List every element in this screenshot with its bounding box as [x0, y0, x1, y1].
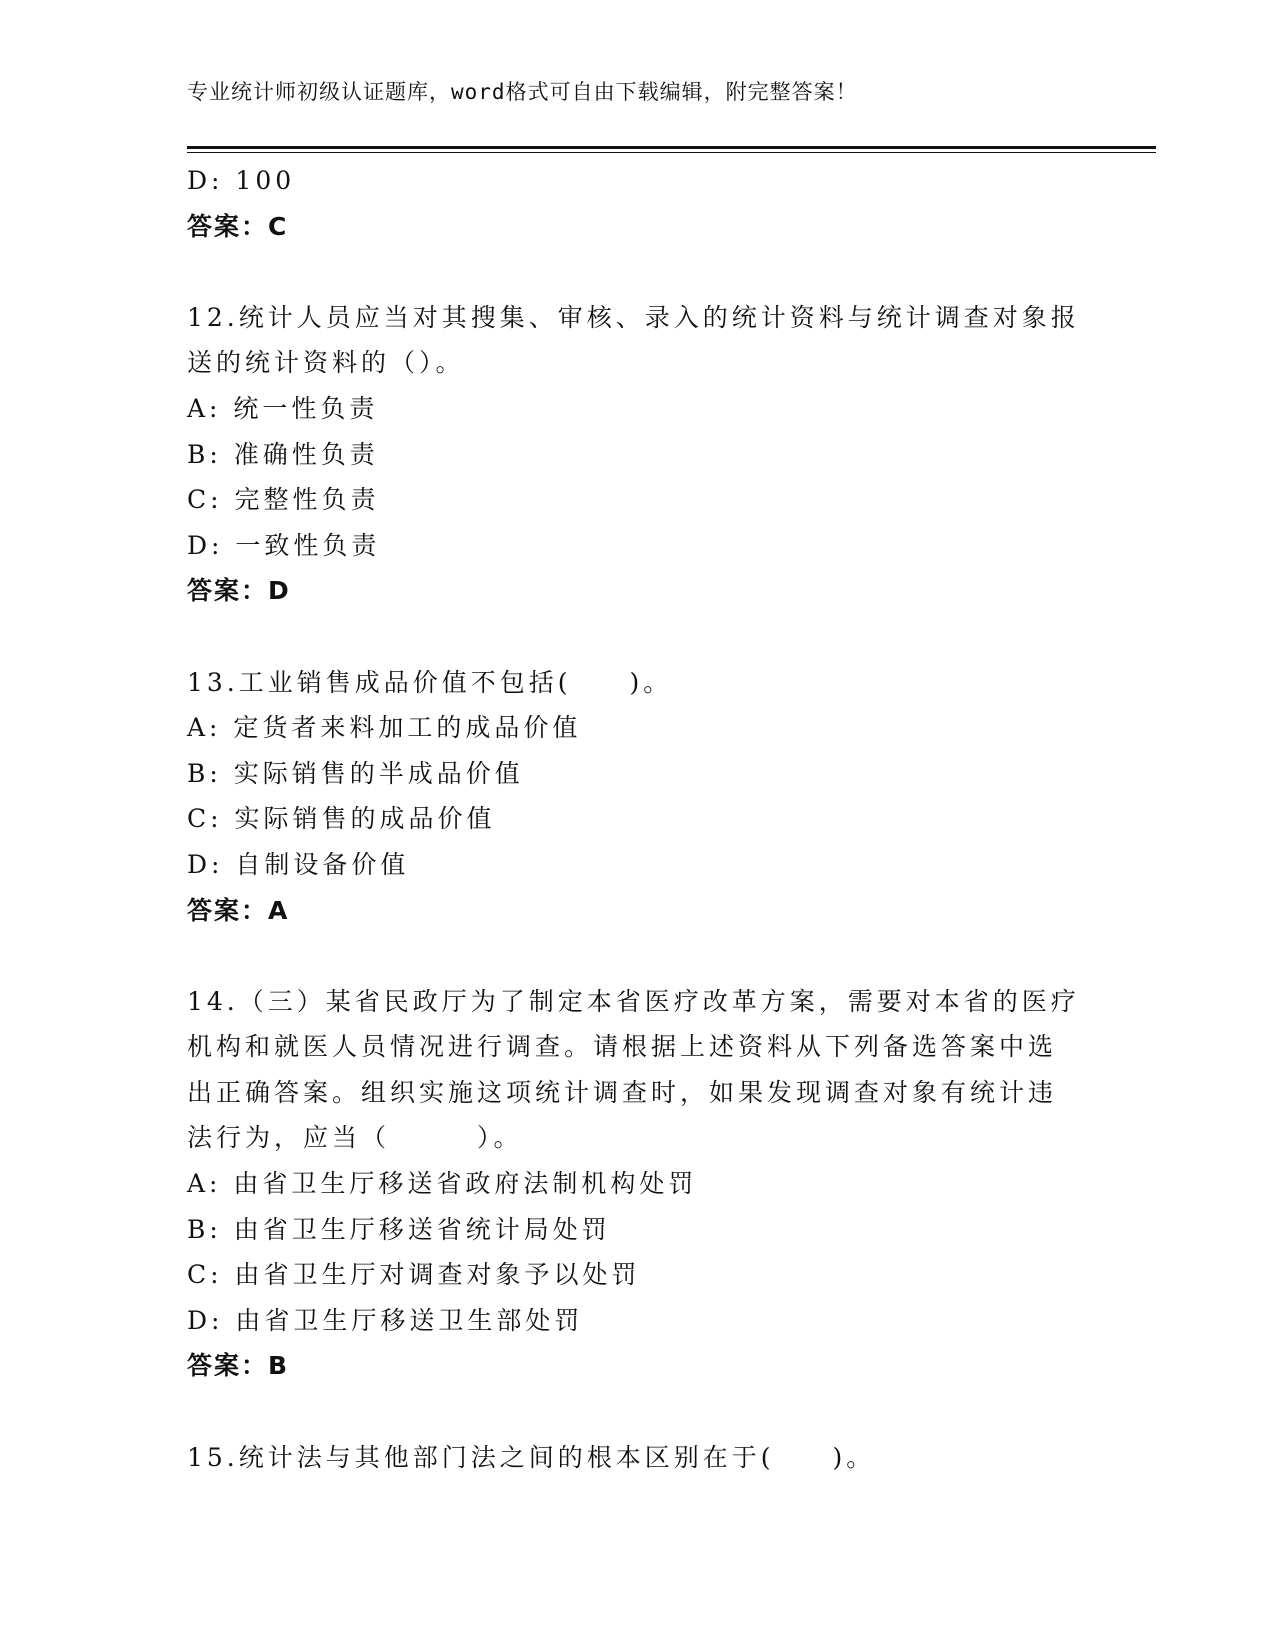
spacer	[187, 1389, 1087, 1435]
document-body	[187, 158, 1087, 1480]
spacer	[187, 933, 1087, 979]
answer: 答案：A	[187, 895, 290, 925]
option-d: D: 自制设备价值	[187, 849, 410, 879]
question-14	[187, 979, 1087, 1389]
answer: 答案：D	[187, 576, 291, 606]
question-15	[187, 1435, 1087, 1481]
question-stem: 13.工业销售成品价值不包括( )。	[187, 667, 673, 697]
option-c: C: 实际销售的成品价值	[187, 804, 496, 834]
option-a: A: 由省卫生厅移送省政府法制机构处罚	[187, 1169, 698, 1199]
option-c: C: 由省卫生厅对调查对象予以处罚	[187, 1260, 641, 1290]
question-stem: 送的统计资料的（）。	[187, 348, 465, 378]
page-header: 专业统计师初级认证题库，word格式可自由下载编辑，附完整答案！	[187, 80, 858, 104]
answer: 答案：B	[187, 1351, 290, 1381]
option-b: B: 由省卫生厅移送省统计局处罚	[187, 1214, 611, 1244]
header-rule-thin	[187, 152, 1156, 153]
spacer	[187, 249, 1087, 295]
question-12	[187, 295, 1087, 614]
question-stem: 出正确答案。组织实施这项统计调查时，如果发现调查对象有统计违	[187, 1077, 1058, 1107]
option-d: D: 100	[187, 166, 296, 195]
option-b: B: 实际销售的半成品价值	[187, 758, 524, 788]
header-rule-thick	[187, 146, 1156, 149]
answer: 答案：C	[187, 211, 289, 241]
option-b: B: 准确性负责	[187, 439, 379, 469]
question-stem: 法行为，应当（ ）。	[187, 1123, 523, 1153]
spacer	[187, 614, 1087, 660]
question-stem: 15.统计法与其他部门法之间的根本区别在于( )。	[187, 1442, 876, 1472]
option-d: D: 由省卫生厅移送卫生部处罚	[187, 1305, 584, 1335]
option-d: D: 一致性负责	[187, 530, 381, 560]
question-13	[187, 660, 1087, 934]
question-stem: 14.（三）某省民政厅为了制定本省医疗改革方案，需要对本省的医疗	[187, 986, 1080, 1016]
option-a: A: 定货者来料加工的成品价值	[187, 713, 582, 743]
option-a: A: 统一性负责	[187, 393, 379, 423]
option-c: C: 完整性负责	[187, 485, 380, 515]
question-stem: 12.统计人员应当对其搜集、审核、录入的统计资料与统计调查对象报	[187, 302, 1080, 332]
question-stem: 机构和就医人员情况进行调查。请根据上述资料从下列备选答案中选	[187, 1032, 1058, 1062]
